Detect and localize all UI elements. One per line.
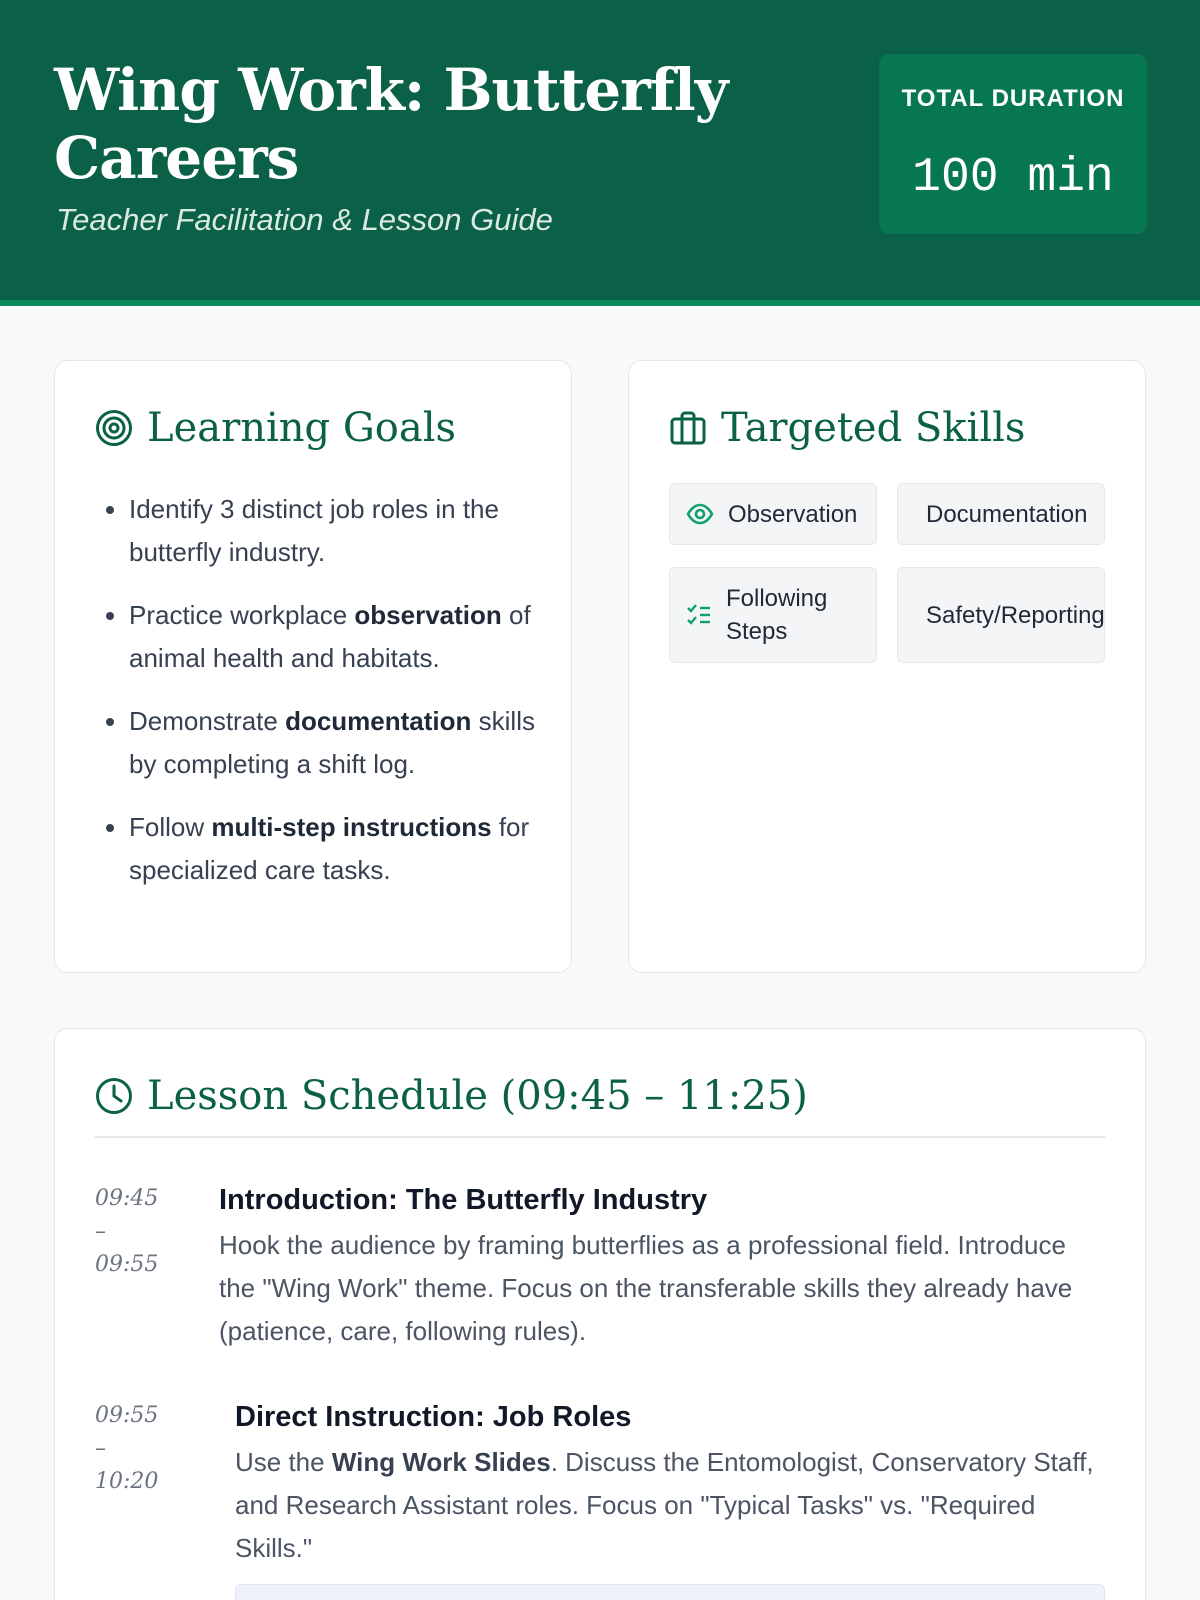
resource-callout-box xyxy=(235,1584,1105,1600)
briefcase-icon xyxy=(669,409,707,447)
skill-chip-documentation xyxy=(897,483,1105,545)
goal-text: for specialized care tasks. xyxy=(129,812,530,885)
slot-start-time: 09:45 xyxy=(95,1186,159,1211)
learning-goals-heading xyxy=(95,405,456,451)
goal-text: Follow xyxy=(129,812,212,842)
lesson-schedule-title: Lesson Schedule (09:45 – 11:25) xyxy=(147,1073,808,1119)
goal-text: of animal health and habitats. xyxy=(129,600,531,673)
lesson-schedule-heading xyxy=(95,1073,808,1119)
slot-time-separator: – xyxy=(95,1219,106,1244)
slot-time xyxy=(95,1182,185,1281)
goal-item xyxy=(129,594,549,680)
learning-goals-title: Learning Goals xyxy=(147,405,457,451)
skill-label: Safety/Reporting xyxy=(926,601,1105,629)
learning-goals-list xyxy=(129,488,549,912)
slot-end-time: 09:55 xyxy=(95,1252,159,1277)
goal-item xyxy=(129,806,549,892)
eye-icon xyxy=(686,500,714,528)
skill-chip-safety-reporting xyxy=(897,567,1105,663)
skill-chip-observation xyxy=(669,483,877,545)
slot-desc-text: . Discuss the Entomologist, Conservatory Staff, and Research Assistant roles. Focus on "Typical Tasks" vs. "Required Skills." xyxy=(235,1447,1094,1563)
clock-icon xyxy=(95,1077,133,1115)
goal-item xyxy=(129,488,549,574)
target-icon xyxy=(95,409,133,447)
skill-label: Following Steps xyxy=(726,585,828,645)
goal-text: Demonstrate xyxy=(129,706,286,736)
lesson-schedule-card xyxy=(54,1028,1146,1600)
goal-emphasis: observation xyxy=(354,600,502,630)
checklist-icon xyxy=(686,602,712,628)
skill-label: Observation xyxy=(728,500,858,528)
page-title: Wing Work: Butterfly Careers xyxy=(54,56,728,192)
slot-time xyxy=(95,1399,185,1498)
goal-emphasis: documentation xyxy=(285,706,472,736)
slot-desc-emphasis: Wing Work Slides xyxy=(331,1447,551,1477)
slot-description xyxy=(235,1441,1095,1570)
page-header xyxy=(0,0,1200,306)
slot-end-time: 10:20 xyxy=(95,1469,159,1494)
total-duration-box xyxy=(879,54,1147,234)
slot-start-time: 09:55 xyxy=(95,1403,159,1428)
schedule-divider xyxy=(95,1136,1105,1138)
goal-text: skills by completing a shift log. xyxy=(129,706,535,779)
slot-desc-text: Use the xyxy=(235,1447,332,1477)
targeted-skills-heading xyxy=(669,405,1025,451)
goal-text: Identify 3 distinct job roles in the butterfly industry. xyxy=(129,494,499,567)
targeted-skills-title: Targeted Skills xyxy=(721,405,1026,451)
skill-chip-following-steps xyxy=(669,567,877,663)
learning-goals-card xyxy=(54,360,572,973)
slot-description xyxy=(219,1224,1079,1353)
targeted-skills-card xyxy=(628,360,1146,973)
page-subtitle: Teacher Facilitation & Lesson Guide xyxy=(56,202,553,237)
duration-value: 100 min xyxy=(912,151,1114,205)
slot-desc-text: Hook the audience by framing butterflies as a professional field. Introduce the "Wing Work" theme. Focus on the transferable skills they already have (patience, care, following rules). xyxy=(219,1230,1073,1346)
skill-label: Documentation xyxy=(926,500,1088,528)
slot-title: Direct Instruction: Job Roles xyxy=(235,1401,632,1433)
goal-emphasis: multi-step instructions xyxy=(211,812,492,842)
goal-text: Practice workplace xyxy=(129,600,355,630)
duration-label: TOTAL DURATION xyxy=(901,85,1125,112)
goal-item xyxy=(129,700,549,786)
slot-time-separator: – xyxy=(95,1436,106,1461)
slot-title: Introduction: The Butterfly Industry xyxy=(219,1184,708,1216)
